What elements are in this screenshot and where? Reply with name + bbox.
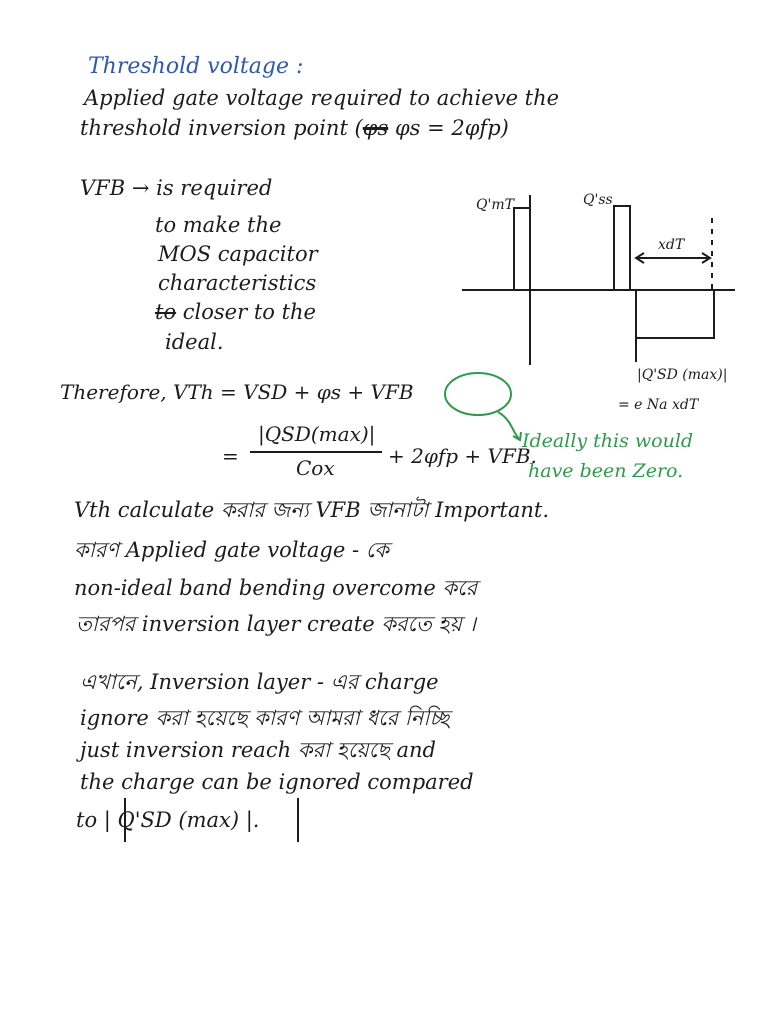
green-note-arrow — [498, 412, 520, 440]
struck-word: to — [155, 300, 177, 324]
vfb-highlight-circle — [445, 373, 511, 415]
struck-phi: φs — [362, 116, 389, 140]
paragraph-2-line: এখানে, Inversion layer - এর charge — [80, 670, 439, 694]
green-note-line-1: Ideally this would — [522, 430, 694, 452]
paragraph-2-line: the charge can be ignored compared — [80, 770, 474, 794]
equation-denominator: Cox — [296, 456, 335, 480]
qsd-equation: = e Na xdT — [618, 397, 699, 413]
paragraph-1-line: non-ideal band bending overcome করে — [74, 576, 478, 600]
definition-line-1: Applied gate voltage required to achieve the — [84, 86, 560, 110]
vfb-note-line: MOS capacitor — [158, 242, 318, 266]
qsd-label: |Q'SD (max)| — [637, 367, 728, 383]
depletion-charge-block — [636, 290, 714, 338]
equation-numerator: |QSD(max)| — [258, 422, 376, 446]
paragraph-2-line: to | Q'SD (max) |. — [76, 808, 260, 832]
qss-charge-bar — [614, 206, 630, 290]
paragraph-2-line: ignore করা হয়েছে কারণ আমরা ধরে নিচ্ছি — [80, 706, 450, 730]
vfb-note-head: VFB → is required — [80, 176, 273, 200]
vfb-note-line: to closer to the — [155, 300, 316, 324]
qm-charge-bar — [514, 208, 530, 290]
green-note-line-2: have been Zero. — [528, 460, 684, 482]
paragraph-1-line: Vth calculate করার জন্য VFB জানাটা Important. — [74, 498, 549, 522]
qm-label: Q'mT — [476, 197, 514, 213]
vfb-note-line: characteristics — [158, 271, 317, 295]
vfb-note-line: to make the — [155, 213, 282, 237]
paragraph-1-line: কারণ Applied gate voltage - কে — [74, 538, 389, 562]
vfb-note-line: ideal. — [165, 330, 224, 354]
threshold-condition: φs = 2φfp) — [394, 116, 509, 140]
equation-line-1: Therefore, VTh = VSD + φs + VFB — [60, 380, 414, 404]
equation-tail: + 2φfp + VFB. — [388, 444, 537, 468]
vfb-term: VFB — [370, 380, 414, 404]
equation-equals: = — [222, 444, 239, 468]
xdt-label: xdT — [658, 237, 685, 253]
definition-text: threshold inversion point ( — [80, 116, 363, 140]
paragraph-2-line: just inversion reach করা হয়েছে and — [80, 738, 436, 762]
page-title: Threshold voltage : — [88, 54, 304, 79]
paragraph-1-line: তারপর inversion layer create করতে হয় । — [76, 612, 477, 636]
qss-label: Q'ss — [583, 192, 613, 208]
